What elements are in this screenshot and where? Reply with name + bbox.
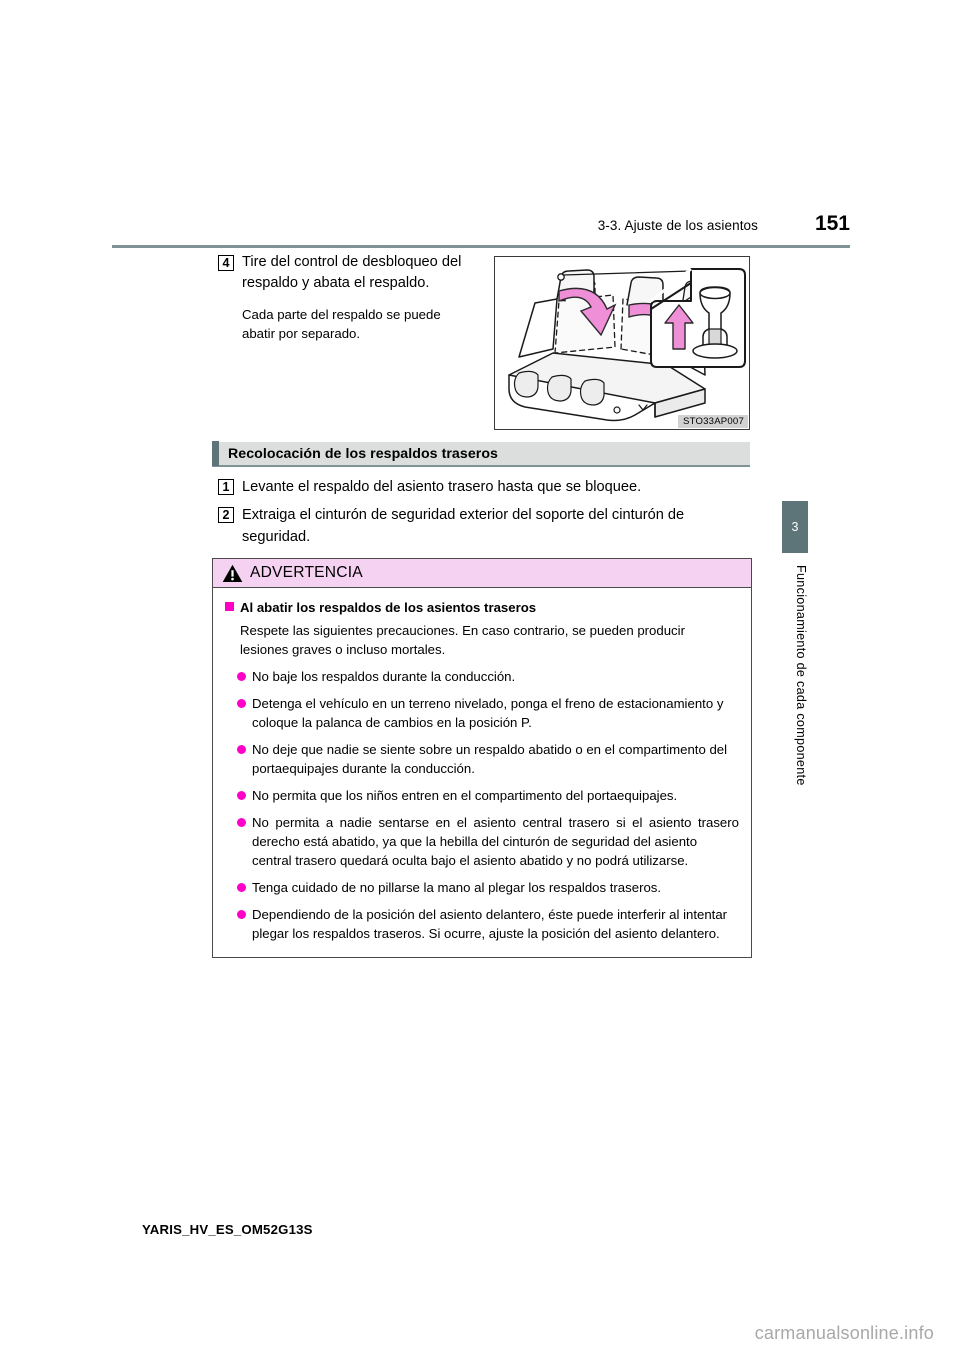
warning-bullet <box>237 813 739 870</box>
square-bullet-icon <box>225 602 234 611</box>
warning-intro-line-2: lesiones graves o incluso mortales. <box>240 642 446 657</box>
bullet-line: No permita que los niños entren en el compartimento del portaequipajes. <box>252 788 678 803</box>
round-bullet-icon <box>237 883 246 892</box>
warning-label: ADVERTENCIA <box>250 564 363 581</box>
callout-detail-box <box>651 269 745 367</box>
warning-bullet <box>237 786 739 805</box>
round-bullet-icon <box>237 818 246 827</box>
warning-bullet <box>237 740 739 778</box>
warning-bullet-text <box>252 878 739 897</box>
warning-bullet-list <box>237 667 739 943</box>
warning-bullet <box>237 694 739 732</box>
warning-intro-paragraph <box>240 621 739 659</box>
step-2-line-2: seguridad. <box>242 529 311 545</box>
bullet-line: No deje que nadie se siente sobre un respaldo abatido o en el compartimento del <box>252 742 728 757</box>
step-number-badge: 2 <box>218 507 234 523</box>
step-4-sub-line-2: abatir por separado. <box>242 326 361 341</box>
chapter-number-tab: 3 <box>782 501 808 553</box>
warning-subheading: Al abatir los respaldos de los asientos traseros <box>240 600 537 615</box>
seat-illustration-figure <box>494 256 750 430</box>
step-2-line-1: Extraiga el cinturón de seguridad exterior del soporte del cinturón de <box>242 507 685 523</box>
step-4-line-2: respaldo y abata el respaldo. <box>242 275 430 291</box>
chapter-side-label: Funcionamiento de cada componente <box>794 565 808 786</box>
step-4-row <box>218 252 480 294</box>
warning-bullet-text <box>252 813 739 870</box>
warning-bullet <box>237 667 739 686</box>
warning-header <box>213 559 751 588</box>
warning-bullet-text <box>252 694 739 732</box>
warning-bullet-text <box>252 905 739 943</box>
warning-bullet-text <box>252 667 739 686</box>
bullet-line: No permita a nadie sentarse en el asiento central trasero si el asiento trasero <box>252 815 739 830</box>
figure-caption: STO33AP007 <box>678 415 748 428</box>
step-2-text <box>242 504 750 548</box>
round-bullet-icon <box>237 672 246 681</box>
page-number: 151 <box>814 212 850 235</box>
bullet-line: derecho está abatido, ya que la hebilla del cinturón de seguridad del asiento <box>252 834 698 849</box>
step-1-text: Levante el respaldo del asiento trasero hasta que se bloquee. <box>242 479 642 495</box>
bullet-line: Detenga el vehículo en un terreno nivelado, ponga el freno de estacionamiento y <box>252 696 724 711</box>
bullet-line: Tenga cuidado de no pillarse la mano al plegar los respaldos traseros. <box>252 880 662 895</box>
breadcrumb: 3-3. Ajuste de los asientos <box>597 218 758 233</box>
page-header <box>112 212 850 246</box>
site-watermark: carmanualsonline.info <box>754 1323 934 1343</box>
step-number-badge: 1 <box>218 479 234 495</box>
warning-body <box>213 588 751 957</box>
warning-bullet-text <box>252 786 739 805</box>
step-number-badge: 4 <box>218 255 234 271</box>
warning-bullet-text <box>252 740 739 778</box>
section-title: Recolocación de los respaldos traseros <box>228 445 498 462</box>
bullet-line: No baje los respaldos durante la conducción. <box>252 669 516 684</box>
warning-bullet <box>237 905 739 943</box>
step-4-block <box>218 252 480 343</box>
section-heading-bar <box>212 442 750 467</box>
rear-seat-fold-diagram <box>495 257 749 429</box>
round-bullet-icon <box>237 699 246 708</box>
warning-intro-line-1: Respete las siguientes precauciones. En caso contrario, se pueden producir <box>240 623 685 638</box>
round-bullet-icon <box>237 745 246 754</box>
header-divider-rule <box>112 245 850 248</box>
bullet-line: coloque la palanca de cambios en la posición P. <box>252 715 532 730</box>
bullet-line: central trasero quedará oculta bajo el asiento abatido y no podrá utilizarse. <box>252 853 689 868</box>
step-4-text <box>242 252 480 294</box>
document-code: YARIS_HV_ES_OM52G13S <box>142 1222 313 1237</box>
warning-callout-box <box>212 558 752 958</box>
step-4-subtext <box>242 305 480 343</box>
warning-triangle-icon <box>222 564 243 583</box>
bullet-line: portaequipajes durante la conducción. <box>252 761 475 776</box>
section-tab-marker <box>212 441 219 466</box>
procedure-steps-list <box>218 476 750 554</box>
step-4-sub-line-1: Cada parte del respaldo se puede <box>242 307 441 322</box>
round-bullet-icon <box>237 910 246 919</box>
procedure-step-1 <box>218 476 750 498</box>
step-4-line-1: Tire del control de desbloqueo del <box>242 254 462 270</box>
bullet-line: Dependiendo de la posición del asiento delantero, éste puede interferir al intentar <box>252 907 728 922</box>
warning-bullet <box>237 878 739 897</box>
procedure-step-2 <box>218 504 750 548</box>
warning-subheading-row <box>225 598 739 617</box>
round-bullet-icon <box>237 791 246 800</box>
bullet-line: plegar los respaldos traseros. Si ocurre, ajuste la posición del asiento delantero. <box>252 926 720 941</box>
